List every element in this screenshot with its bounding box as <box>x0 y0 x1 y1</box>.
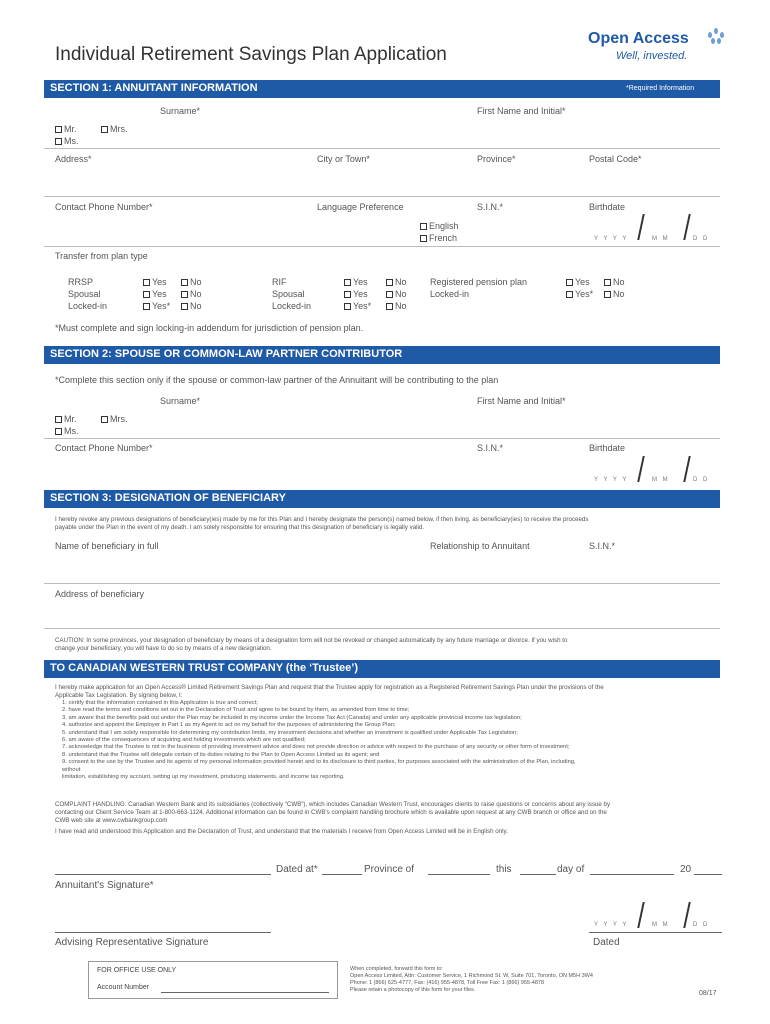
date-slash <box>637 456 645 482</box>
lockin-note: *Must complete and sign locking-in addendum for jurisdiction of pension plan. <box>55 323 364 333</box>
office-use-label: FOR OFFICE USE ONLY <box>97 967 177 974</box>
rif-spousal-label: Spousal <box>272 289 305 299</box>
s2-ms-option[interactable]: Ms. <box>55 426 79 436</box>
footer-line: When completed, forward this form to: <box>350 966 443 972</box>
caution-text: CAUTION: In some provinces, your designation of beneficiary by means of a designation form will not be revoked or changed automatically by any future marriage or divorce. If you wish to <box>55 637 568 644</box>
s2-phone-label: Contact Phone Number* <box>55 443 153 453</box>
divider <box>44 583 720 584</box>
rrsp-no[interactable]: No <box>181 277 202 287</box>
date-slash <box>683 456 691 482</box>
transfer-label: Transfer from plan type <box>55 251 148 261</box>
rrsp-spousal-no[interactable]: No <box>181 289 202 299</box>
s1-first-name-label: First Name and Initial* <box>477 106 566 116</box>
complaint-text: CWB web site at www.cwbankgroup.com <box>55 817 168 824</box>
list-item: 4. authorize and appoint the Employer in Part 1 as my Agent to act on my behalf for the purposes of administering the Group Plan; <box>62 722 396 729</box>
this-label: this <box>496 864 512 875</box>
s1-postal-label: Postal Code* <box>589 154 642 164</box>
month-hint: M M <box>652 236 670 242</box>
mr-checkbox[interactable] <box>55 126 62 133</box>
divider <box>44 628 720 629</box>
beneficiary-name-label: Name of beneficiary in full <box>55 541 159 551</box>
year-hint: Y Y Y Y <box>594 236 629 242</box>
s1-mr-option[interactable]: Mr. <box>55 124 77 134</box>
s1-language-label: Language Preference <box>317 202 404 212</box>
s1-birthdate-label: Birthdate <box>589 202 626 212</box>
divider <box>44 438 720 439</box>
pension-locked-no[interactable]: No <box>604 289 625 299</box>
section2-heading: SECTION 2: SPOUSE OR COMMON-LAW PARTNER CONTRIBUTOR <box>44 346 720 364</box>
rif-spousal-no[interactable]: No <box>386 289 407 299</box>
logo-tagline: Well, invested. <box>616 50 688 62</box>
mrs-checkbox[interactable] <box>101 126 108 133</box>
year-hint: Y Y Y Y <box>594 477 629 483</box>
trustee-intro: I hereby make application for an Open Access® Limited Retirement Savings Plan and request that the Trustee apply for registration as a Registered Retirement Savings Plan under the provisions of the <box>55 684 604 691</box>
list-item: 2. have read the terms and conditions set out in the Declaration of Trust and agree to be bound by them, as amended from time to time; <box>62 707 410 714</box>
office-use-box <box>88 961 338 999</box>
day-of-label: day of <box>557 864 585 875</box>
relationship-label: Relationship to Annuitant <box>430 541 530 551</box>
footer-line: Please retain a photocopy of this form for your files. <box>350 987 476 993</box>
divider <box>44 148 720 149</box>
rrsp-label: RRSP <box>68 277 94 287</box>
s2-surname-label: Surname* <box>160 396 201 406</box>
leaf-icon <box>706 28 726 46</box>
rrsp-yes[interactable]: Yes <box>143 277 167 287</box>
dated-at-label: Dated at* <box>276 864 318 875</box>
year-label: 20 <box>680 864 692 875</box>
pension-locked-yes[interactable]: Yes* <box>566 289 593 299</box>
english-option[interactable]: English <box>420 221 459 231</box>
s1-province-label: Province* <box>477 154 516 164</box>
list-item: 5. understand that I am solely responsible for determining my contribution limits, my investment decisions and whether an investment is qualified under Applicable Tax Legislation; <box>62 729 518 736</box>
list-item: 7. acknowledge that the Trustee is not in the business of providing investment advice and does not provide direction or advice with respect to the purchase of any security or other form of investment; <box>62 744 570 751</box>
account-number-label: Account Number <box>97 984 150 991</box>
rrsp-locked-yes[interactable]: Yes* <box>143 301 170 311</box>
s3-sin-label: S.I.N.* <box>589 541 616 551</box>
advisor-signature-line[interactable] <box>55 932 271 933</box>
province-of-label: Province of <box>364 864 415 875</box>
date-slash <box>683 902 691 928</box>
this-field[interactable] <box>520 874 556 875</box>
rif-no[interactable]: No <box>386 277 407 287</box>
section3-heading: SECTION 3: DESIGNATION OF BENEFICIARY <box>44 490 720 508</box>
form-version: 08/17 <box>699 990 717 997</box>
list-item: 9. consent to the use by the Trustee and its agents of my personal information provided herein and to its disclosure to third parties, for purposes associated with the administration of the Plan, including, <box>62 759 576 766</box>
list-item: 1. certify that the information contained in this Application is true and correct; <box>62 700 258 706</box>
caution-text: change your beneficiary, you will have to do so by means of a new designation. <box>55 645 272 652</box>
complaint-text: contacting our Client Service Team at 1-800-663-1124. Additional information can be found in CWB's complaint handling brochure which is available upon request at any CWB branch or office and on the <box>55 809 607 816</box>
rif-spousal-yes[interactable]: Yes <box>344 289 368 299</box>
rrsp-lockedin-label: Locked-in <box>68 301 108 311</box>
date-slash <box>637 902 645 928</box>
rrsp-locked-no[interactable]: No <box>181 301 202 311</box>
account-number-field[interactable] <box>161 992 329 993</box>
s1-sin-label: S.I.N.* <box>477 202 504 212</box>
list-item: 8. understand that the Trustee will delegate certain of its duties relating to the Plan to Open Access Limited as its agent; and <box>62 751 380 758</box>
advisor-signature-label: Advising Representative Signature <box>55 937 209 948</box>
beneficiary-address-label: Address of beneficiary <box>55 589 145 599</box>
logo-name: Open Access <box>588 30 689 47</box>
date-slash <box>683 214 691 240</box>
french-option[interactable]: French <box>420 233 457 243</box>
pension-no[interactable]: No <box>604 277 625 287</box>
required-note: *Required Information <box>626 85 695 92</box>
s1-mrs-option[interactable]: Mrs. <box>101 124 128 134</box>
rrsp-spousal-label: Spousal <box>68 289 101 299</box>
day-of-field[interactable] <box>590 874 674 875</box>
dated-line[interactable] <box>589 932 722 933</box>
dated-at-field[interactable] <box>322 874 362 875</box>
rif-label: RIF <box>272 277 287 287</box>
day-hint: D D <box>693 922 710 928</box>
annuitant-signature-label: Annuitant's Signature* <box>55 880 154 891</box>
page-title: Individual Retirement Savings Plan Application <box>55 44 447 65</box>
trustee-intro: Applicable Tax Legislation. By signing below, I: <box>55 692 183 699</box>
s1-city-label: City or Town* <box>317 154 370 164</box>
trustee-terms-list <box>62 700 576 781</box>
footer-line: Phone: 1 (866) 625-4777, Fax: (416) 955-4878, Toll Free Fax: 1 (866) 955-4878 <box>350 980 545 986</box>
s2-mr-option[interactable]: Mr. <box>55 414 77 424</box>
s1-phone-label: Contact Phone Number* <box>55 202 153 212</box>
list-item: limitation, establishing my account, setting up my investment, producing statements, and income tax reporting. <box>62 774 345 781</box>
s3-text: I hereby revoke any previous designations of beneficiary(ies) made by me for this Plan and I hereby designate the person(s) named below, if then living, as beneficiary(ies) to receive the proceeds <box>55 516 589 523</box>
s1-ms-option[interactable]: Ms. <box>55 136 79 146</box>
divider <box>44 196 720 197</box>
day-hint: D D <box>693 236 710 242</box>
section1-heading: SECTION 1: ANNUITANT INFORMATION <box>44 80 720 98</box>
divider <box>44 246 720 247</box>
rif-yes[interactable]: Yes <box>344 277 368 287</box>
rif-lockedin-label: Locked-in <box>272 301 312 311</box>
s1-surname-label: Surname* <box>160 106 201 116</box>
logo <box>588 28 728 70</box>
rrsp-spousal-yes[interactable]: Yes <box>143 289 167 299</box>
pension-label: Registered pension plan <box>430 277 528 287</box>
s3-text: payable under the Plan in the event of my death. I am solely responsible for ensuring that this designation of beneficiary is legally valid. <box>55 524 425 531</box>
day-hint: D D <box>693 477 710 483</box>
list-item: 6. am aware of the consequences of acquiring and holding investments which are not qualified; <box>62 737 306 744</box>
list-item: without <box>62 766 81 773</box>
english-checkbox[interactable] <box>420 223 427 230</box>
trustee-heading: TO CANADIAN WESTERN TRUST COMPANY (the ‘Trustee’) <box>44 660 720 678</box>
s2-mrs-option[interactable]: Mrs. <box>101 414 128 424</box>
year-field[interactable] <box>694 874 722 875</box>
s2-note: *Complete this section only if the spouse or common-law partner of the Annuitant will be contributing to the plan <box>55 375 499 385</box>
rif-locked-no[interactable]: No <box>386 301 407 311</box>
complaint-text: COMPLAINT HANDLING: Canadian Western Bank and its subsidiaries (collectively “CWB”), which includes Canadian Western Trust, encourages clients to raise questions or concerns about any issue by <box>55 801 611 808</box>
list-item: 3. am aware that the benefits paid out under the Plan may be included in my income under the Income Tax Act (Canada) and under any applicable provincial income tax legislation; <box>62 714 522 721</box>
s2-first-name-label: First Name and Initial* <box>477 396 566 406</box>
s1-address-label: Address* <box>55 154 92 164</box>
province-field[interactable] <box>428 874 490 875</box>
signature-line[interactable] <box>55 874 271 875</box>
year-hint: Y Y Y Y <box>594 922 629 928</box>
rif-locked-yes[interactable]: Yes* <box>344 301 371 311</box>
understood-text: I have read and understood this Application and the Declaration of Trust, and understand that the materials I receive from Open Access Limited will be in English only. <box>55 828 508 835</box>
dated-label: Dated <box>593 937 620 948</box>
date-slash <box>637 214 645 240</box>
s2-sin-label: S.I.N.* <box>477 443 504 453</box>
pension-yes[interactable]: Yes <box>566 277 590 287</box>
month-hint: M M <box>652 922 670 928</box>
ms-checkbox[interactable] <box>55 138 62 145</box>
footer-line: Open Access Limited, Attn: Customer Service, 1 Richmond St. W, Suite 701, Toronto, ON M5H 3W4 <box>350 973 593 979</box>
s2-birthdate-label: Birthdate <box>589 443 626 453</box>
french-checkbox[interactable] <box>420 235 427 242</box>
pension-lockedin-label: Locked-in <box>430 289 470 299</box>
month-hint: M M <box>652 477 670 483</box>
